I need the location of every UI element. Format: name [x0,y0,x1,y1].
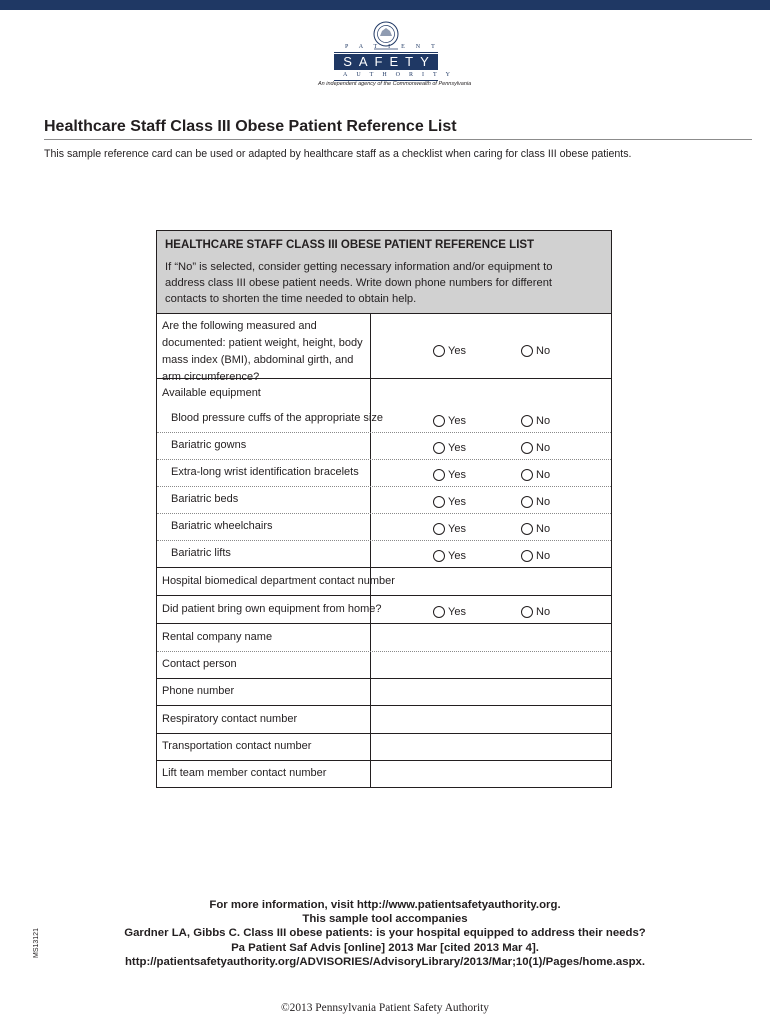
measurement-row [157,314,611,383]
yes-label: Yes [448,441,466,454]
radio-circle-icon[interactable] [433,345,445,357]
card-note: If “No” is selected, consider getting necessary information and/or equipment to address class III obese patient needs. Write down phone numbers for different contacts to shorten the time needed to obtain help. [165,261,553,305]
page-title: Healthcare Staff Class III Obese Patient Reference List [44,118,457,135]
equipment-row-bracelets [157,459,611,487]
radio-circle-icon[interactable] [433,606,445,618]
radio-circle-icon[interactable] [521,345,533,357]
own-equipment-yes-option[interactable] [433,603,466,617]
yes-label: Yes [448,414,466,427]
contact-label: Rental company name [162,631,273,643]
title-divider [44,139,752,140]
biomed-contact-label: Hospital biomedical department contact number [162,575,395,587]
radio-circle-icon[interactable] [433,442,445,454]
yes-label: Yes [448,549,466,562]
transportation-contact-field[interactable] [371,733,611,760]
card-title: HEALTHCARE STAFF CLASS III OBESE PATIENT REFERENCE LIST [165,239,535,251]
measurement-no-option[interactable] [521,342,550,356]
logo-authority-word: AUTHORITY [343,72,459,78]
radio-circle-icon[interactable] [521,523,533,535]
radio-circle-icon[interactable] [433,496,445,508]
bracelets-no-option[interactable] [521,466,550,480]
equipment-row-wheelchairs [157,513,611,541]
yes-label: Yes [448,605,466,618]
contact-label: Lift team member contact number [162,767,327,779]
radio-circle-icon[interactable] [521,550,533,562]
footer-line-url: http://patientsafetyauthority.org/ADVISORIES/AdvisoryLibrary/2013/Mar;10(1)/Pages/home.aspx. [124,955,646,968]
respiratory-contact-field[interactable] [371,706,611,733]
contact-row-transportation [157,733,611,761]
logo-patient-word: PATIENT [345,44,446,50]
measurement-yes-option[interactable] [433,342,466,356]
lifts-yes-option[interactable] [433,547,466,561]
contact-label: Contact person [162,658,237,670]
rental-company-field[interactable] [371,624,611,651]
no-label: No [536,414,551,427]
radio-circle-icon[interactable] [521,496,533,508]
bp-cuffs-no-option[interactable] [521,412,550,426]
no-label: No [536,495,551,508]
radio-circle-icon[interactable] [433,469,445,481]
yes-label: Yes [448,522,466,535]
measurement-question: Are the following measured and documented: patient weight, height, body mass index (BMI), abdominal girth, and arm circumference? [162,320,363,383]
biomed-contact-field[interactable] [371,568,611,595]
patient-safety-authority-logo [318,18,472,92]
equipment-label: Bariatric beds [171,493,239,505]
footer-line-accompanies: This sample tool accompanies [302,913,468,926]
beds-yes-option[interactable] [433,493,466,507]
yes-label: Yes [448,495,466,508]
own-equipment-no-option[interactable] [521,603,550,617]
reference-card [156,230,612,788]
card-header [157,231,611,314]
footer-line-authors: Gardner LA, Gibbs C. Class III obese patients: is your hospital equipped to address their needs? [124,927,646,940]
equipment-label: Extra-long wrist identification bracelets [171,466,359,478]
own-equipment-label: Did patient bring own equipment from home? [162,603,382,615]
equipment-row-gowns [157,432,611,460]
equipment-heading-row [157,379,611,405]
radio-circle-icon[interactable] [433,415,445,427]
equipment-label: Bariatric wheelchairs [171,520,273,532]
contact-label: Respiratory contact number [162,713,298,725]
no-label: No [536,468,551,481]
no-label: No [536,605,551,618]
radio-circle-icon[interactable] [521,606,533,618]
footer-line-journal: Pa Patient Saf Advis [online] 2013 Mar [cited 2013 Mar 4]. [231,941,539,954]
contact-row-respiratory [157,706,611,734]
contact-person-field[interactable] [371,651,611,678]
radio-circle-icon[interactable] [521,442,533,454]
contact-row-lift-team [157,760,611,787]
wheelchairs-no-option[interactable] [521,520,550,534]
bp-cuffs-yes-option[interactable] [433,412,466,426]
contact-row-rental-company [157,624,611,652]
wheelchairs-yes-option[interactable] [433,520,466,534]
no-label: No [536,441,551,454]
biomed-contact-row [157,568,611,596]
beds-no-option[interactable] [521,493,550,507]
equipment-row-bp-cuffs [157,405,611,433]
gowns-yes-option[interactable] [433,439,466,453]
gowns-no-option[interactable] [521,439,550,453]
phone-number-field[interactable] [371,678,611,705]
no-label: No [536,549,551,562]
radio-circle-icon[interactable] [521,469,533,481]
lifts-no-option[interactable] [521,547,550,561]
equipment-label: Bariatric lifts [171,547,231,559]
footer-line-more-info: For more information, visit http://www.patientsafetyauthority.org. [209,899,561,911]
logo-rule-top [334,52,438,53]
radio-circle-icon[interactable] [521,415,533,427]
copyright-notice: ©2013 Pennsylvania Patient Safety Authority [281,1002,489,1014]
contact-row-phone [157,678,611,706]
lift-team-contact-field[interactable] [371,760,611,787]
equipment-label: Blood pressure cuffs of the appropriate size [171,412,383,424]
contact-label: Transportation contact number [162,740,312,752]
contact-label: Phone number [162,685,235,697]
footer-citation [115,898,655,969]
yes-label: Yes [448,468,466,481]
yes-label: Yes [448,344,466,357]
logo-safety-word: SAFETY [334,54,438,70]
top-bar [0,0,770,10]
contact-row-contact-person [157,651,611,679]
radio-circle-icon[interactable] [433,523,445,535]
own-equipment-row [157,596,611,624]
no-label: No [536,344,551,357]
document-code: MS13121 [33,928,40,958]
bracelets-yes-option[interactable] [433,466,466,480]
equipment-label: Bariatric gowns [171,439,247,451]
equipment-row-beds [157,486,611,514]
no-label: No [536,522,551,535]
radio-circle-icon[interactable] [433,550,445,562]
intro-text: This sample reference card can be used or adapted by healthcare staff as a checklist when caring for class III obese patients. [44,148,632,160]
equipment-heading: Available equipment [162,387,261,399]
logo-tagline: An independent agency of the Commonwealth of Pennsylvania [318,81,472,87]
equipment-row-lifts [157,540,611,568]
